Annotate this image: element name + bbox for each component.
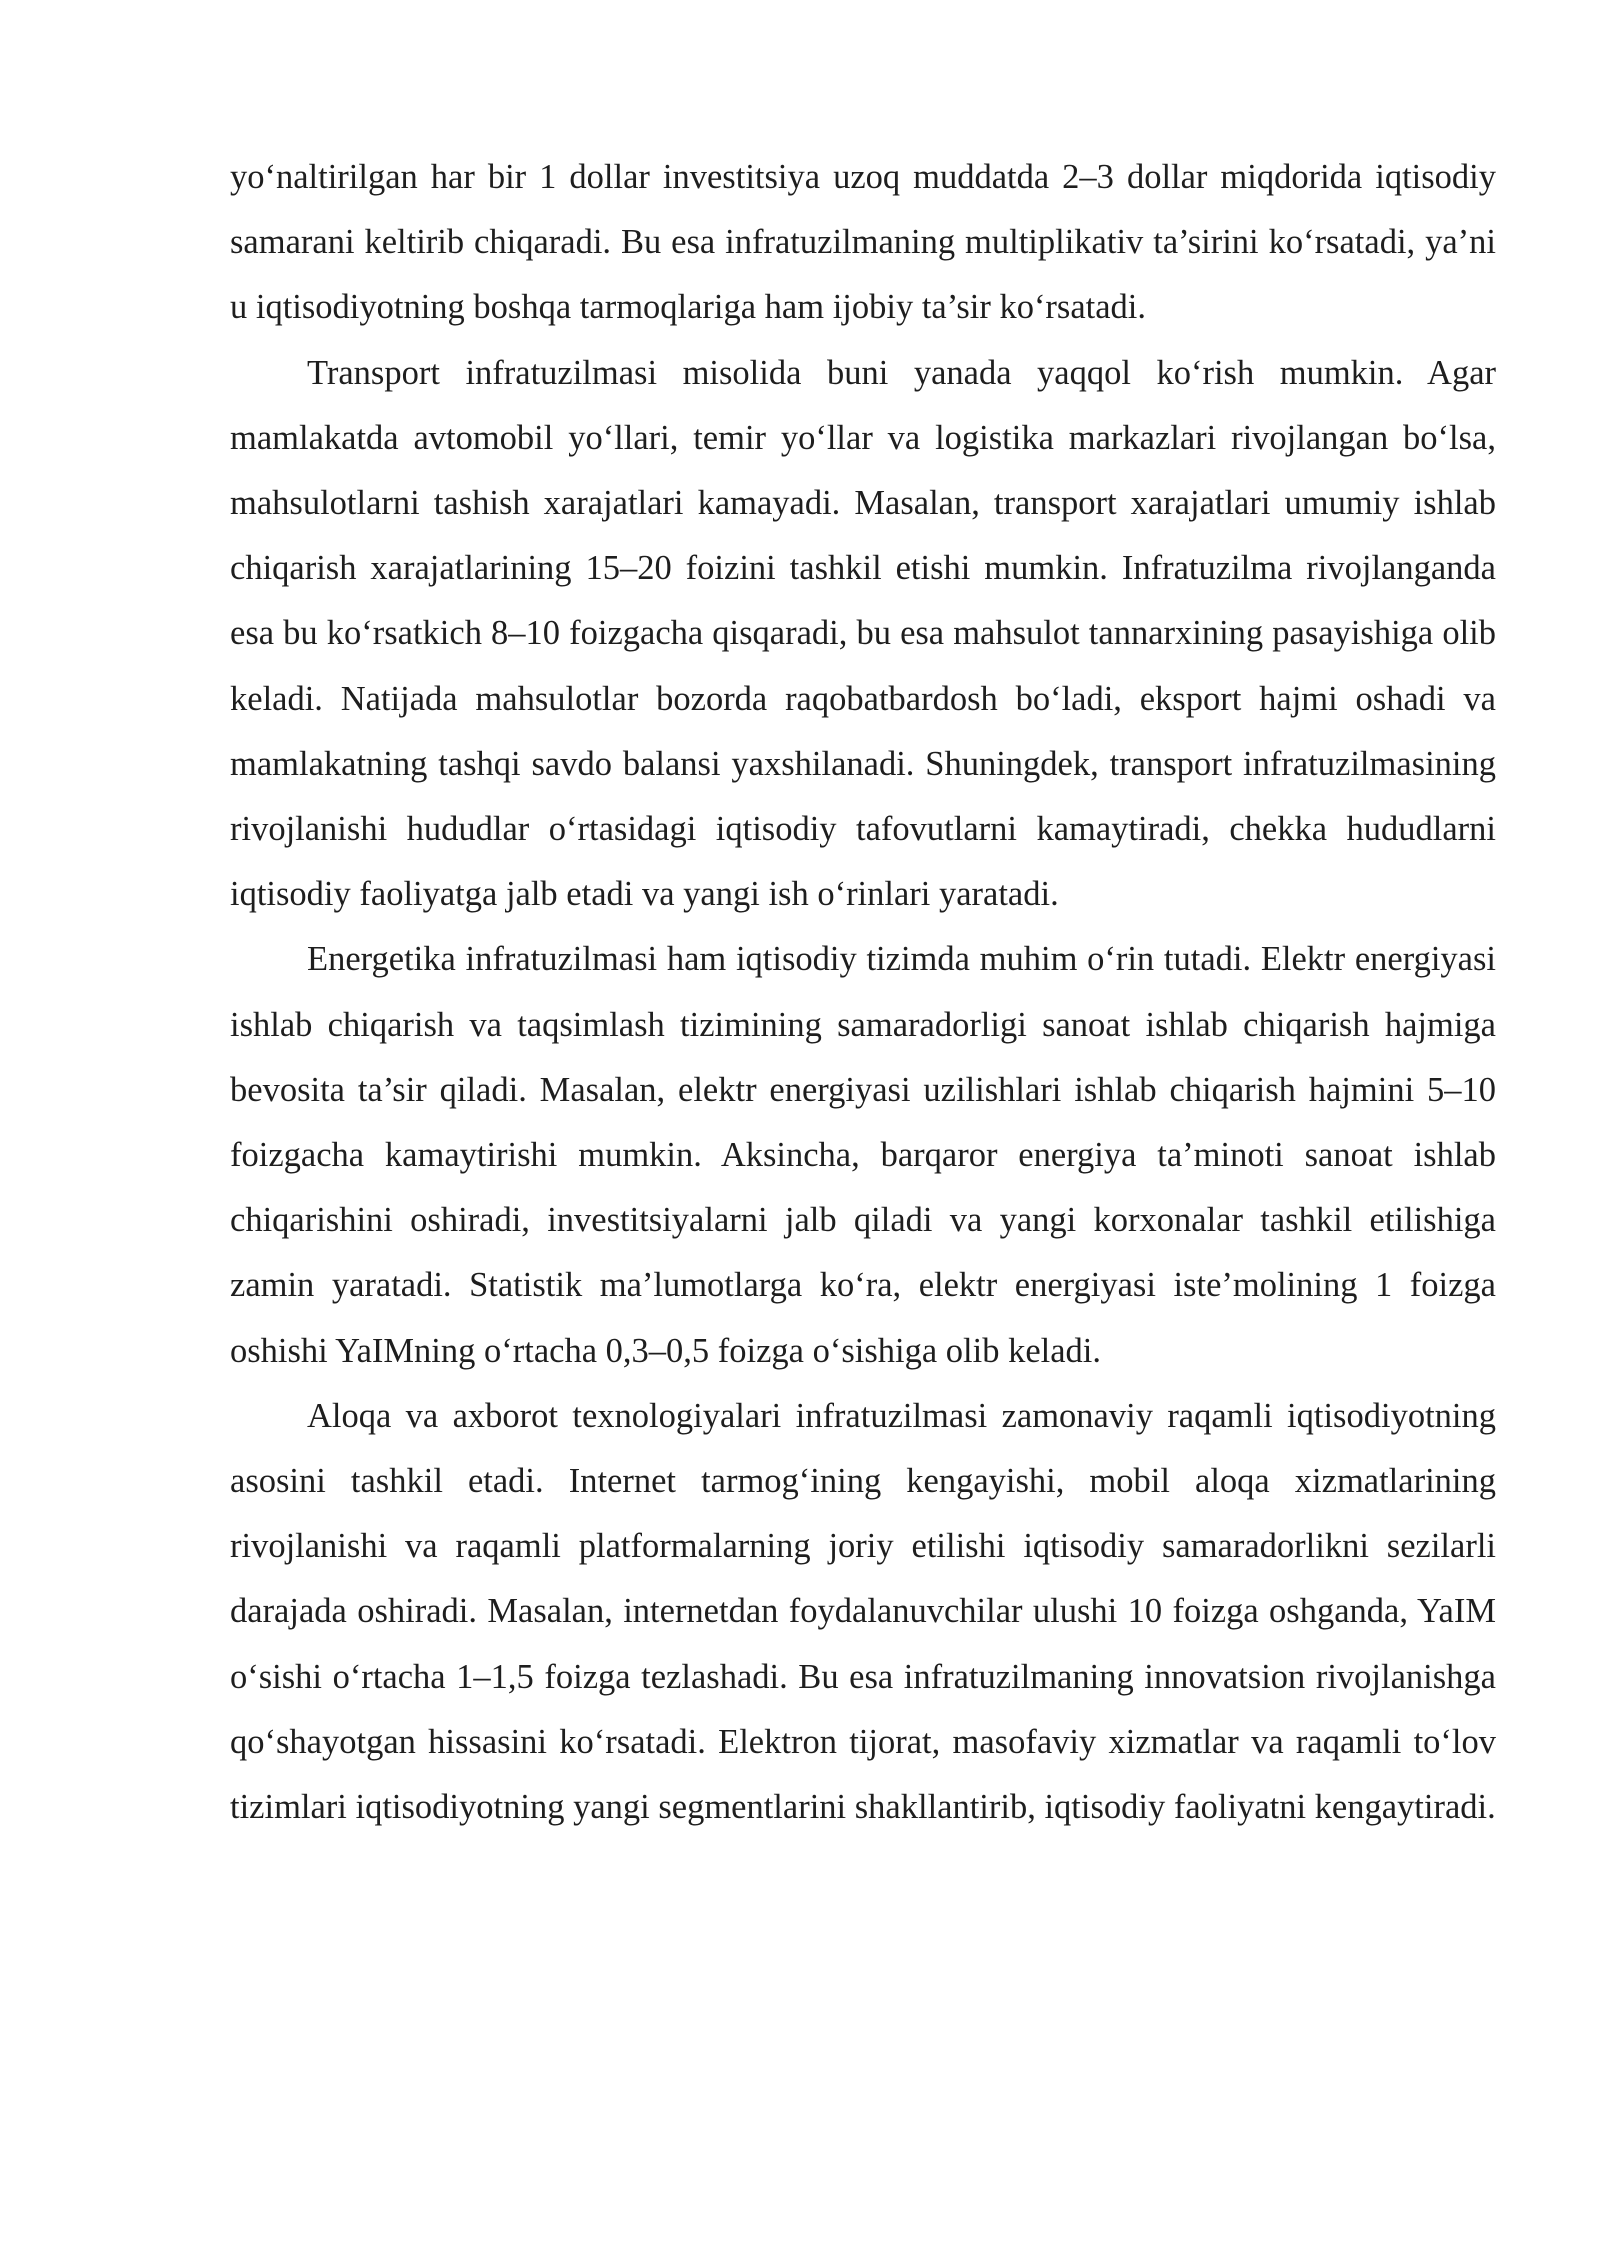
paragraph-transport: Transport infratuzilmasi misolida buni yanada yaqqol ko‘rish mumkin. Agar mamlakatda avtomobil yo‘llari, temir yo‘llar va logistika markazlari rivojlangan bo‘lsa, mahsulotlarni tashish xarajatlari kamayadi. Masalan, transport xarajatlari umumiy ishlab chiqarish xarajatlarining 15–20 foizini tashkil etishi mumkin. Infratuzilma rivojlanganda esa bu ko‘rsatkich 8–10 foizgacha qisqaradi, bu esa mahsulot tannarxining pasayishiga olib keladi. Natijada mahsulotlar bozorda raqobatbardosh bo‘ladi, eksport hajmi oshadi va mamlakatning tashqi savdo balansi yaxshilanadi. Shuningdek, transport infratuzilmasining rivojlanishi hududlar o‘rtasidagi iqtisodiy tafovutlarni kamaytiradi, chekka hududlarni iqtisodiy faoliyatga jalb etadi va yangi ish o‘rinlari yaratadi. xyxy=(230,353,1496,914)
paragraph-ict: Aloqa va axborot texnologiyalari infratuzilmasi zamonaviy raqamli iqtisodiyotning asosini tashkil etadi. Internet tarmog‘ining kengayishi, mobil aloqa xizmatlarining rivojlanishi va raqamli platformalarning joriy etilishi iqtisodiy samaradorlikni sezilarli darajada oshiradi. Masalan, internetdan foydalanuvchilar ulushi 10 foizga oshganda, YaIM o‘sishi o‘rtacha 1–1,5 foizga tezlashadi. Bu esa infratuzilmaning innovatsion rivojlanishga qo‘shayotgan hissasini ko‘rsatadi. Elektron tijorat, masofaviy xizmatlar va raqamli to‘lov tizimlari iqtisodiyotning yangi segmentlarini shakllantirib, iqtisodiy faoliyatni kengaytiradi. xyxy=(230,1396,1496,1827)
paragraph-continuation: yo‘naltirilgan har bir 1 dollar investitsiya uzoq muddatda 2–3 dollar miqdorida iqtisodiy samarani keltirib chiqaradi. Bu esa infratuzilmaning multiplikativ ta’sirini ko‘rsatadi, ya’ni u iqtisodiyotning boshqa tarmoqlariga ham ijobiy ta’sir ko‘rsatadi. xyxy=(230,158,1496,327)
body-text xyxy=(230,145,1496,1840)
paragraph-energy: Energetika infratuzilmasi ham iqtisodiy tizimda muhim o‘rin tutadi. Elektr energiyasi ishlab chiqarish va taqsimlash tizimining samaradorligi sanoat ishlab chiqarish hajmiga bevosita ta’sir qiladi. Masalan, elektr energiyasi uzilishlari ishlab chiqarish hajmini 5–10 foizgacha kamaytirishi mumkin. Aksincha, barqaror energiya ta’minoti sanoat ishlab chiqarishini oshiradi, investitsiyalarni jalb qiladi va yangi korxonalar tashkil etilishiga zamin yaratadi. Statistik ma’lumotlarga ko‘ra, elektr energiyasi iste’molining 1 foizga oshishi YaIMning o‘rtacha 0,3–0,5 foizga o‘sishiga olib keladi. xyxy=(230,940,1496,1370)
